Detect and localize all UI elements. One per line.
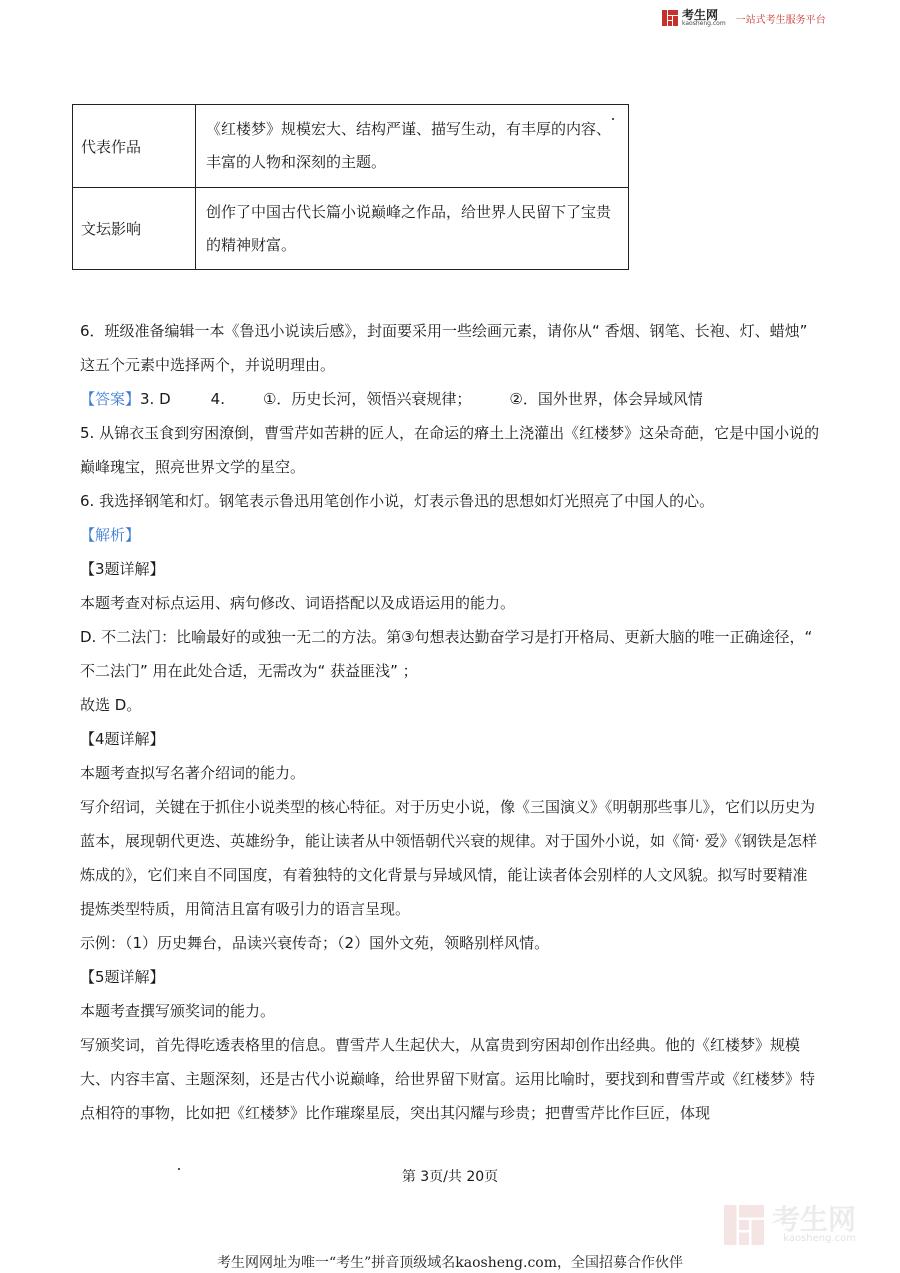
analysis-q4-detail: 写介绍词，关键在于抓住小说类型的核心特征。对于历史小说，像《三国演义》《明朝那些事儿》，它们以历史为蓝本，展现朝代更迭、英雄纷争，能让读者从中领悟朝代兴衰的规律。对于国外小说，如《简· 爱》《钢铁是怎样炼成的》，它们来自不同国度，有着独特的文化背景与异域风情，能让读者体会别样的人文风貌。拟写时要精准提炼类型特质，用简洁且富有吸引力的语言呈现。 (80, 798, 818, 918)
heading-q3: 【3题详解】 (80, 560, 165, 578)
analysis-q5-intro: 本题考查撰写颁奖词的能力。 (80, 1002, 276, 1020)
analysis-q4-example: 示例：（1）历史舞台，品读兴衰传奇；（2）国外文苑，领略别样风情。 (80, 934, 550, 952)
analysis-q4-intro: 本题考查拟写名著介绍词的能力。 (80, 764, 306, 782)
header-logo[interactable] (662, 6, 826, 30)
answer-tag: 【答案】 (80, 390, 141, 408)
watermark-domain: kaosheng.com (783, 1233, 857, 1244)
kaosheng-logo-icon (662, 10, 678, 26)
table-content: 《红楼梦》规模宏大、结构严谨、描写生动，有丰厚的内容、丰富的人物和深刻的主题。 (196, 105, 629, 188)
answer-q4-num: 4. (210, 390, 225, 408)
answer-line (80, 382, 822, 416)
logo-slogan: 一站式考生服务平台 (735, 14, 826, 26)
footer-text: 考生网网址为唯一“考生”拼音顶级域名kaosheng.com，全国招募合作伙伴 (216, 1255, 684, 1271)
table-label: 文坛影响 (73, 188, 196, 270)
table-row (73, 105, 629, 188)
table-label: 代表作品 (73, 105, 196, 188)
logo-domain: kaosheng.com (682, 20, 726, 27)
watermark (724, 1205, 856, 1245)
answer-q4-b: ②．国外世界，体会异域风情 (509, 390, 703, 408)
analysis-q5-detail: 写颁奖词，首先得吃透表格里的信息。曹雪芹人生起伏大，从富贵到穷困却创作出经典。他的《红楼梦》规模大、内容丰富、主题深刻，还是古代小说巅峰，给世界留下财富。运用比喻时，要找到和曹雪芹或《红楼梦》特点相符的事物，比如把《红楼梦》比作璀璨星辰，突出其闪耀与珍贵；把曹雪芹比作巨匠，体现 (80, 1036, 816, 1122)
analysis-tag: 【解析】 (80, 526, 141, 544)
answer-q3: 3. D (140, 390, 171, 408)
info-table (72, 104, 629, 270)
stray-dot (612, 118, 614, 120)
kaosheng-watermark-icon (724, 1205, 764, 1245)
answer-q4-a: ①．历史长河，领悟兴衰规律； (262, 390, 472, 408)
heading-q5: 【5题详解】 (80, 968, 165, 986)
document-body (80, 314, 822, 1130)
page-number: 第 3页/共 20页 (401, 1169, 499, 1185)
analysis-q3-conclusion: 故选 D。 (80, 696, 142, 714)
analysis-q3-intro: 本题考查对标点运用、病句修改、词语搭配以及成语运用的能力。 (80, 594, 516, 612)
watermark-name: 考生网 (772, 1203, 857, 1236)
question-6: 6．班级准备编辑一本《鲁迅小说读后感》，封面要采用一些绘画元素，请你从“ 香烟、钢笔、长袍、灯、蜡烛” 这五个元素中选择两个，并说明理由。 (80, 322, 808, 374)
heading-q4: 【4题详解】 (80, 730, 165, 748)
table-row (73, 188, 629, 270)
analysis-q3-detail: D. 不二法门：比喻最好的或独一无二的方法。第③句想表达勤奋学习是打开格局、更新大脑的唯一正确途径，“ 不二法门” 用在此处合适，无需改为“ 获益匪浅” ； (80, 628, 813, 680)
answer-q5: 5. 从锦衣玉食到穷困潦倒，曹雪芹如苦耕的匠人，在命运的瘠土上浇灌出《红楼梦》这朵奇葩，它是中国小说的巅峰瑰宝，照亮世界文学的星空。 (80, 424, 820, 476)
answer-q6: 6. 我选择钢笔和灯。钢笔表示鲁迅用笔创作小说，灯表示鲁迅的思想如灯光照亮了中国人的心。 (80, 492, 715, 510)
logo-name: 考生网 (682, 8, 719, 22)
table-content: 创作了中国古代长篇小说巅峰之作品，给世界人民留下了宝贵的精神财富。 (196, 188, 629, 270)
